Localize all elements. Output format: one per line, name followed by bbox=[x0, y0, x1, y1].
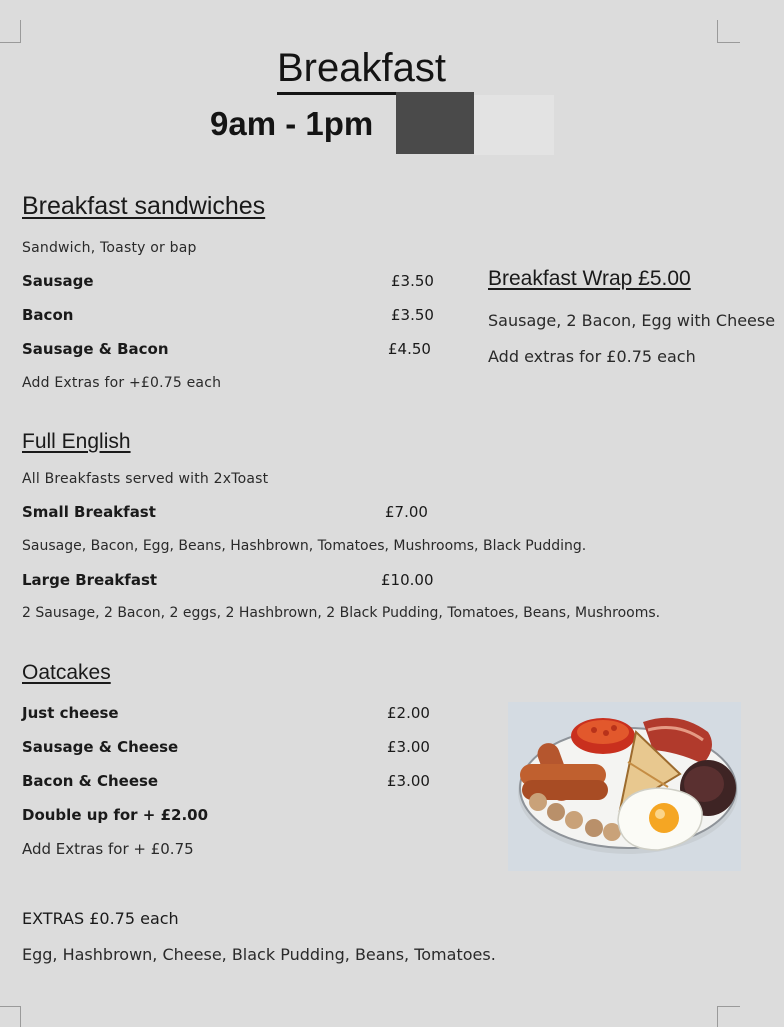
full-english-note: All Breakfasts served with 2xToast bbox=[22, 471, 269, 487]
oatcakes-double-up: Double up for + £2.00 bbox=[22, 806, 209, 824]
wrap-description: Sausage, 2 Bacon, Egg with Cheese bbox=[488, 311, 776, 330]
menu-item-name: Sausage & Bacon bbox=[22, 340, 169, 358]
breakfast-plate-image bbox=[508, 702, 741, 871]
menu-item-name: Small Breakfast bbox=[22, 503, 156, 521]
page-corner-mark bbox=[717, 20, 740, 43]
section-heading-sandwiches: Breakfast sandwiches bbox=[22, 192, 266, 220]
wrap-extras-note: Add extras for £0.75 each bbox=[488, 347, 696, 366]
menu-item-name: Bacon bbox=[22, 306, 74, 324]
menu-item-price: £2.00 bbox=[387, 704, 430, 722]
redaction-block bbox=[396, 92, 474, 154]
oatcakes-extras-note: Add Extras for + £0.75 bbox=[22, 840, 194, 858]
extras-list: Egg, Hashbrown, Cheese, Black Pudding, Beans, Tomatoes. bbox=[22, 945, 496, 964]
menu-item-price: £7.00 bbox=[385, 503, 428, 521]
menu-item-name: Just cheese bbox=[22, 704, 119, 722]
menu-item-price: £10.00 bbox=[381, 571, 434, 589]
redaction-block bbox=[474, 95, 554, 155]
menu-item-description: 2 Sausage, 2 Bacon, 2 eggs, 2 Hashbrown, 2 Black Pudding, Tomatoes, Beans, Mushrooms. bbox=[22, 605, 661, 621]
full-breakfast-illustration bbox=[508, 702, 741, 871]
menu-item-price: £3.00 bbox=[387, 772, 430, 790]
menu-item-name: Sausage & Cheese bbox=[22, 738, 179, 756]
menu-item-price: £3.50 bbox=[391, 306, 434, 324]
section-heading-full-english: Full English bbox=[22, 430, 131, 453]
section-heading-wrap: Breakfast Wrap £5.00 bbox=[488, 267, 691, 290]
menu-item-name: Sausage bbox=[22, 272, 94, 290]
sandwich-options-note: Sandwich, Toasty or bap bbox=[22, 240, 197, 256]
opening-hours: 9am - 1pm bbox=[210, 105, 374, 142]
page-title: Breakfast bbox=[277, 44, 446, 95]
menu-item-description: Sausage, Bacon, Egg, Beans, Hashbrown, Tomatoes, Mushrooms, Black Pudding. bbox=[22, 538, 587, 554]
menu-item-price: £4.50 bbox=[388, 340, 431, 358]
sandwich-extras-note: Add Extras for +£0.75 each bbox=[22, 375, 222, 391]
menu-item-price: £3.00 bbox=[387, 738, 430, 756]
menu-item-name: Bacon & Cheese bbox=[22, 772, 159, 790]
page-corner-mark bbox=[0, 20, 21, 43]
menu-item-name: Large Breakfast bbox=[22, 571, 158, 589]
extras-heading: EXTRAS £0.75 each bbox=[22, 909, 179, 928]
section-heading-oatcakes: Oatcakes bbox=[22, 661, 111, 684]
menu-item-price: £3.50 bbox=[391, 272, 434, 290]
